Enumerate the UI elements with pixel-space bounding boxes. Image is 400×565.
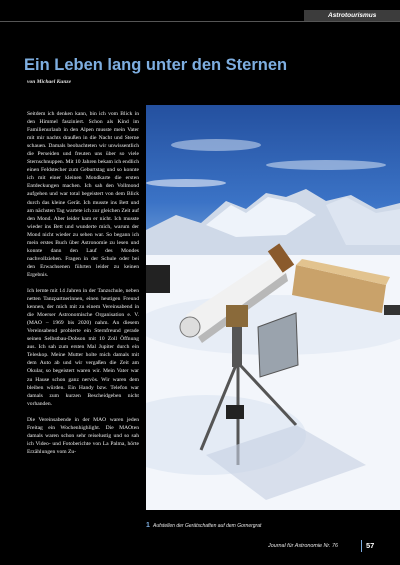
paragraph: Seitdem ich denken kann, bin ich vom Blick in den Himmel fasziniert. Schon als Kind im Familienurlaub in den Alpen musste mein Vater mit mir nachts draußen in die Nacht und Sterne schauen. Damals beobachteten wir unwissentlich die Perseiden und freuten uns über so viele Sternschnuppen. Mit 10 Jahren bekam ich endlich einen Feldstecher zum Geburtstag und so konnte ich mit einer kleinen Mondkarte die ersten Entdeckungen machen. Ich sah den Vollmond aufgehen und war total begeistert von dem Blick durch das kleine Gerät. Ich musste ins Bett und am nächsten Tag wartete ich zur gleichen Zeit auf den Mond. Aber leider kam er nicht. Ich musste wieder ins Bett und wunderte mich, warum der Mond nicht wieder zu sehen war. So begann ich mein erstes Buch über Astronomie zu lesen und konnte dann den Lauf des Mondes nachvollziehen. Fragen in der Schule oder bei den Erwachsenen führten leider zu keinen Ergebnis. <box>27 111 139 278</box>
paragraph: Ich lernte mit 14 Jahren in der Tanzschule, neben netten Tanzpartnerinnen, einen heutigen Freund kennen, der mich mit zu einem Vereinsabend in die Moerser Astronomische Organisation e. V. (MAO – 1969 bis 2020) nahm. An diesem Vereinsabend probierte ein Sternfreund gerade seinen Selbstbau-Dobson mit 10 Zoll Öffnung aus. Ich sah zum ersten Mal Jupiter durch ein Teleskop. Meine Mutter holte mich damals mit dem Auto ab und wir vergaßen die Zeit am Okular, so begeistert waren wir. Mein Vater war zu Hause schon ganz nervös. Wir waren dem bleiben würden. Ein Handy bzw. Telefon war damals zum kurzen Bescheidgeben nicht vorhanden. <box>27 287 139 407</box>
photo-caption: Aufstellen der Gerätschaften auf dem Gornergrat <box>153 523 262 529</box>
header-rule <box>0 21 400 22</box>
page-number: 57 <box>366 541 375 550</box>
article-author: von Michael Kunze <box>27 79 72 85</box>
footer-journal: Journal für Astronomie Nr. 76 <box>268 543 339 549</box>
paragraph: Die Vereinsabende in der MAO waren jeden Freitag ein Wochenhighlight. Die MAOten damals waren schon sehr reiselustig und so sah ich Video- und Fotoberichte von La Palma, hörte Erzählungen vom Zu- <box>27 416 139 455</box>
article-body <box>27 110 139 530</box>
photo-illustration <box>146 105 400 510</box>
article-title: Ein Leben lang unter den Sternen <box>24 56 288 74</box>
footer-separator <box>361 540 362 552</box>
telescope-photo <box>146 105 400 510</box>
caption-number: 1 <box>146 522 150 529</box>
section-label: Astrotourismus <box>328 12 377 19</box>
